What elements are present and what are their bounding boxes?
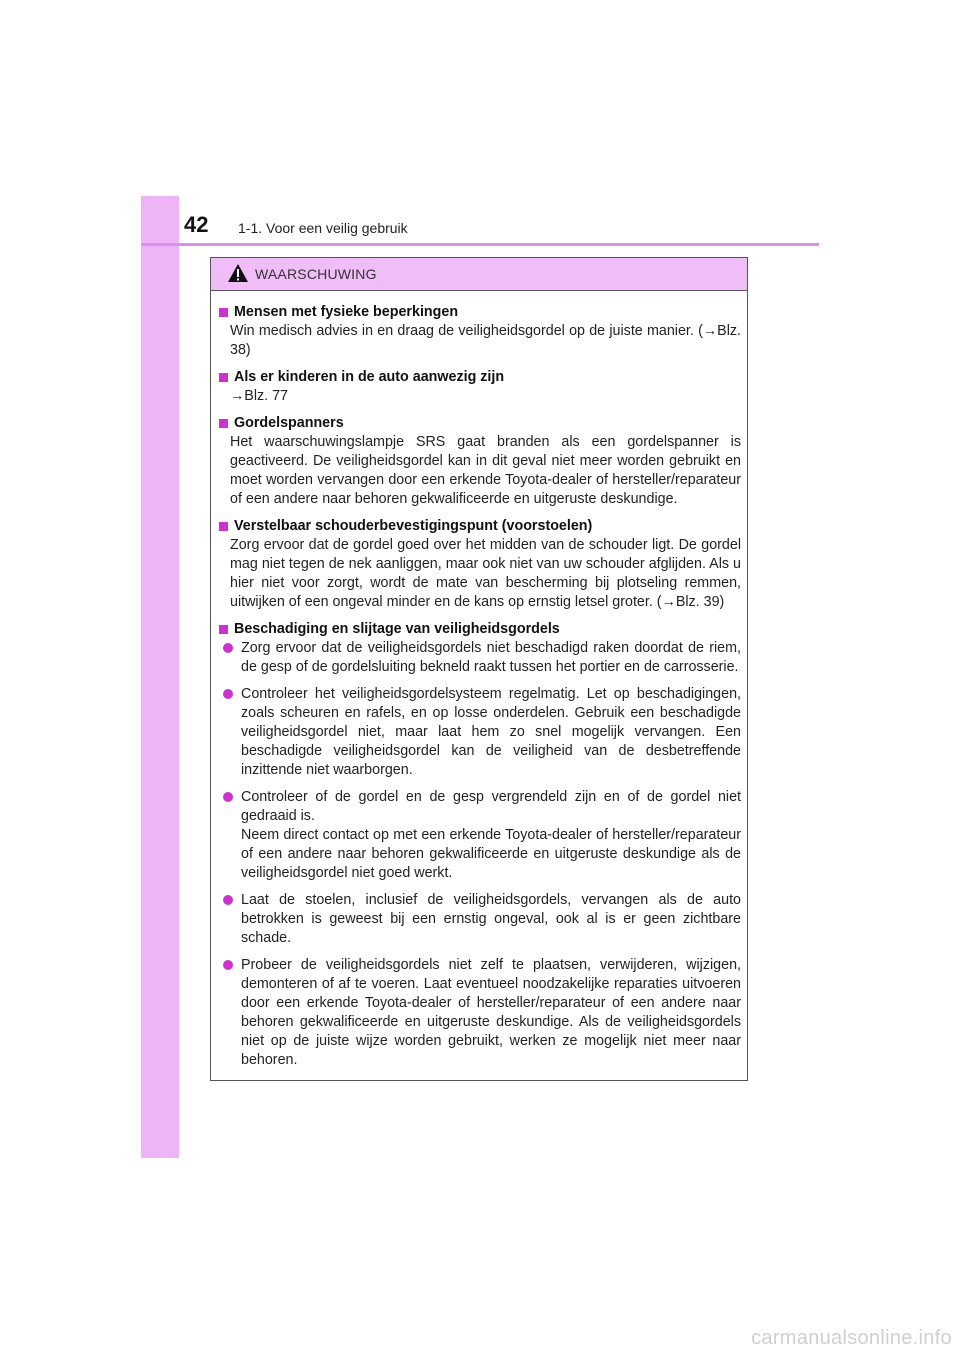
square-bullet-icon <box>219 308 228 317</box>
warning-item <box>219 517 741 612</box>
circle-bullet-icon <box>223 792 233 802</box>
square-bullet-icon <box>219 373 228 382</box>
warning-item <box>219 303 741 360</box>
bullet-text: Zorg ervoor dat de veiligheidsgordels niet beschadigd raken doordat de riem, de gesp of de gordelsluiting bekneld raakt tussen het portier en de carrosserie. <box>241 640 741 675</box>
page-number: 42 <box>184 212 209 237</box>
bullet-item <box>223 788 741 883</box>
warning-triangle-icon <box>227 263 249 283</box>
item-heading: Gordelspanners <box>234 415 344 431</box>
bullet-text-line: Neem direct contact op met een erkende Toyota-dealer of hersteller/reparateur of een andere naar behoren gekwalificeerde en uitgeruste deskundige als de veiligheidsgordel niet goed werkt. <box>241 827 741 881</box>
bullet-text: Laat de stoelen, inclusief de veiligheidsgordels, vervangen als de auto betrokken is geweest bij een ernstig ongeval, ook al is er geen zichtbare schade. <box>241 892 741 946</box>
item-text: Zorg ervoor dat de gordel goed over het midden van de schouder ligt. De gordel mag niet tegen de nek aanliggen, maar ook niet van uw schouder afglijden. Als u hier niet voor zorgt, wordt de mate van bescherming bij plotseling remmen, uitwijken of een ongeval minder en de kans op ernstig letsel groter. (→Blz. 39) <box>230 537 741 610</box>
square-bullet-icon <box>219 625 228 634</box>
side-color-band <box>141 196 179 1158</box>
warning-item <box>219 620 741 1070</box>
header-divider <box>141 243 819 246</box>
item-heading: Als er kinderen in de auto aanwezig zijn <box>234 369 505 385</box>
warning-item <box>219 414 741 509</box>
item-heading: Mensen met fysieke beperkingen <box>234 304 459 320</box>
bullet-item <box>223 956 741 1070</box>
circle-bullet-icon <box>223 960 233 970</box>
square-bullet-icon <box>219 522 228 531</box>
section-title: 1-1. Voor een veilig gebruik <box>238 220 408 236</box>
bullet-text: Controleer het veiligheidsgordelsysteem regelmatig. Let op beschadigingen, zoals scheuren en rafels, en op losse onderdelen. Gebruik een beschadigde veiligheidsgordel niet, maar laat hem zo snel mogelijk vervangen. Een beschadigde veiligheidsgordel kan de veiligheid van de desbetreffende inzittende niet waarborgen. <box>241 686 741 778</box>
item-text: Win medisch advies in en draag de veiligheidsgordel op de juiste manier. (→Blz. 38) <box>230 323 741 358</box>
bullet-text <box>241 788 741 883</box>
item-heading: Beschadiging en slijtage van veiligheidsgordels <box>234 621 560 637</box>
bullet-text: Probeer de veiligheidsgordels niet zelf te plaatsen, verwijderen, wijzigen, demonteren of af te voeren. Laat eventueel noodzakelijke reparaties uitvoeren door een erkende Toyota-dealer of hersteller/reparateur of een andere naar behoren gekwalificeerde en uitgeruste deskundige. Als de veiligheidsgordels niet op de juiste wijze worden gebruikt, werken ze mogelijk niet meer naar behoren. <box>241 957 741 1068</box>
watermark: carmanualsonline.info <box>751 1327 952 1349</box>
warning-body <box>211 291 747 1070</box>
bullet-item <box>223 685 741 780</box>
warning-title: WAARSCHUWING <box>255 266 377 282</box>
square-bullet-icon <box>219 419 228 428</box>
item-text: →Blz. 77 <box>230 388 289 404</box>
circle-bullet-icon <box>223 895 233 905</box>
circle-bullet-icon <box>223 689 233 699</box>
warning-box <box>210 257 748 1081</box>
item-heading: Verstelbaar schouderbevestigingspunt (voorstoelen) <box>234 518 593 534</box>
bullet-item <box>223 639 741 677</box>
item-text: Het waarschuwingslampje SRS gaat branden als een gordelspanner is geactiveerd. De veiligheidsgordel kan in dit geval niet meer worden gebruikt en moet worden vervangen door een erkende Toyota-dealer of hersteller/reparateur of een andere naar behoren gekwalificeerde en uitgeruste deskundige. <box>230 434 741 507</box>
bullet-text-line: Controleer of de gordel en de gesp vergrendeld zijn en of de gordel niet gedraaid is. <box>241 789 741 824</box>
warning-item <box>219 368 741 406</box>
circle-bullet-icon <box>223 643 233 653</box>
warning-header <box>211 258 747 291</box>
bullet-item <box>223 891 741 948</box>
